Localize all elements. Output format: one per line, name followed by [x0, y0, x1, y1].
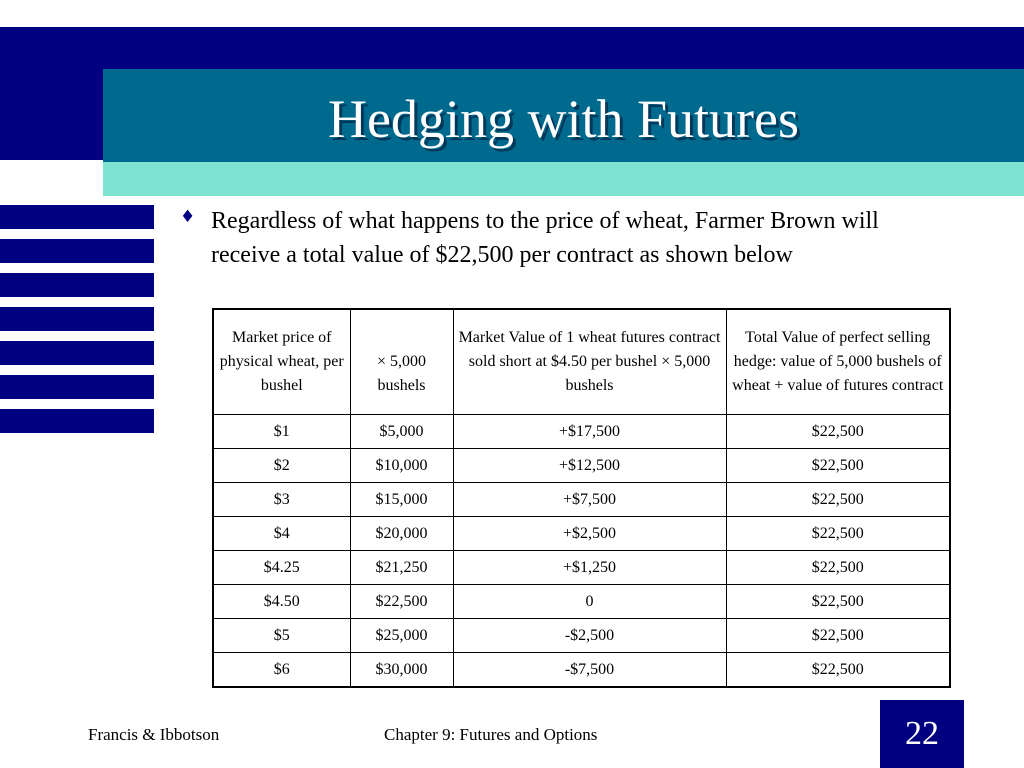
decorative-stripes [0, 205, 154, 443]
table-row [213, 415, 950, 449]
table-cell: +$2,500 [453, 517, 726, 551]
table-cell: $20,000 [350, 517, 453, 551]
footer-authors: Francis & Ibbotson [88, 725, 220, 744]
slide-title: Hedging with Futures [328, 89, 799, 149]
table-cell: $2 [213, 449, 350, 483]
bullet-text: Regardless of what happens to the price of wheat, Farmer Brown will receive a total value of $22,500 per contract as shown below [211, 208, 879, 268]
table-cell: $22,500 [726, 585, 950, 619]
table-cell: $22,500 [726, 551, 950, 585]
table-cell: $1 [213, 415, 350, 449]
table-row [213, 585, 950, 619]
column-header-total-value: Total Value of perfect selling hedge: value of 5,000 bushels of wheat + value of futures contract [726, 309, 950, 415]
table-cell: $22,500 [726, 619, 950, 653]
table-row [213, 517, 950, 551]
column-header-futures-value: Market Value of 1 wheat futures contract sold short at $4.50 per bushel × 5,000 bushels [453, 309, 726, 415]
table-cell: $3 [213, 483, 350, 517]
table-cell: $5 [213, 619, 350, 653]
table-cell: 0 [453, 585, 726, 619]
column-header-bushels: × 5,000 bushels [350, 309, 453, 415]
decorative-stripe [0, 409, 154, 433]
table-cell: $15,000 [350, 483, 453, 517]
table-cell: $21,250 [350, 551, 453, 585]
decorative-stripe [0, 341, 154, 365]
table-row [213, 449, 950, 483]
page-number: 22 [880, 700, 964, 768]
table-cell: -$7,500 [453, 653, 726, 688]
table-row [213, 551, 950, 585]
table-cell: +$17,500 [453, 415, 726, 449]
column-header-market-price: Market price of physical wheat, per bushel [213, 309, 350, 415]
table-row [213, 653, 950, 688]
header-aqua-band [103, 162, 1024, 196]
table-cell: +$12,500 [453, 449, 726, 483]
table-cell: $5,000 [350, 415, 453, 449]
table-row [213, 619, 950, 653]
decorative-stripe [0, 239, 154, 263]
decorative-stripe [0, 375, 154, 399]
table-cell: $22,500 [726, 449, 950, 483]
table-header-row [213, 309, 950, 415]
table-cell: $22,500 [350, 585, 453, 619]
table-cell: $4 [213, 517, 350, 551]
decorative-stripe [0, 307, 154, 331]
hedge-table [212, 308, 951, 688]
table-cell: $22,500 [726, 653, 950, 688]
table-cell: $22,500 [726, 483, 950, 517]
diamond-bullet-icon: ♦ [180, 207, 196, 227]
table-cell: $25,000 [350, 619, 453, 653]
table-cell: $22,500 [726, 415, 950, 449]
footer-chapter: Chapter 9: Futures and Options [384, 725, 598, 744]
table-cell: +$7,500 [453, 483, 726, 517]
table-cell: $4.50 [213, 585, 350, 619]
table-cell: $30,000 [350, 653, 453, 688]
decorative-stripe [0, 205, 154, 229]
table-cell: $6 [213, 653, 350, 688]
table-cell: $4.25 [213, 551, 350, 585]
table-cell: $10,000 [350, 449, 453, 483]
decorative-stripe [0, 273, 154, 297]
table-cell: -$2,500 [453, 619, 726, 653]
table-cell: $22,500 [726, 517, 950, 551]
table-row [213, 483, 950, 517]
table-cell: +$1,250 [453, 551, 726, 585]
